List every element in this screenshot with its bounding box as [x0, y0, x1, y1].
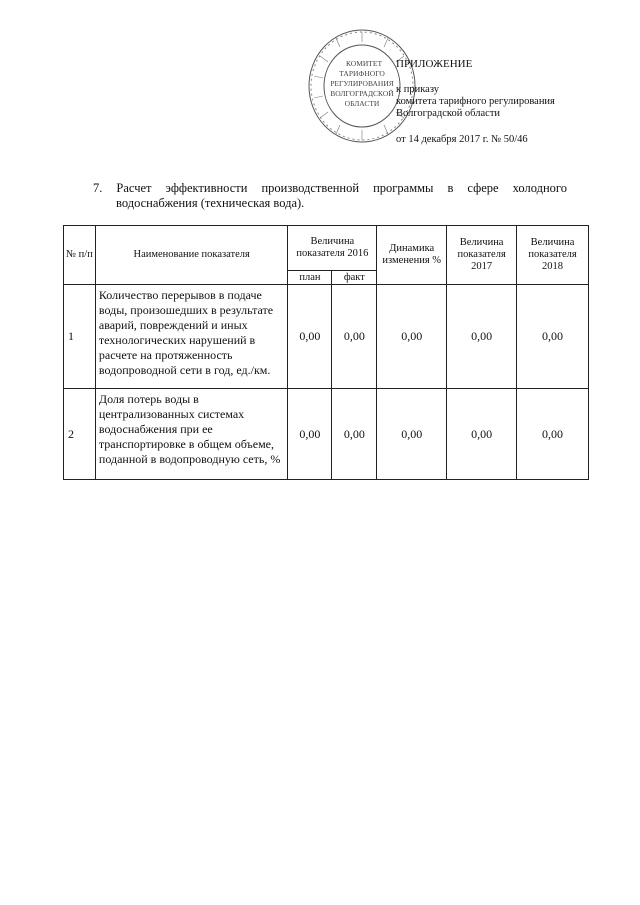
row-name: Количество перерывов в подаче воды, произошедших в результате аварий, повреждений и иных технологических нарушений в расчете на протяженность водопроводной сети в год, ед./км. — [95, 285, 288, 389]
order-line: к приказу — [396, 84, 439, 95]
section-heading — [93, 181, 567, 211]
row-plan: 0,00 — [288, 389, 332, 480]
header-value-2016: Величина показателя 2016 — [288, 226, 377, 271]
row-dynamics: 0,00 — [377, 389, 447, 480]
row-value-2018: 0,00 — [517, 389, 589, 480]
heading-word: программы — [373, 181, 434, 195]
heading-word: производственной — [261, 181, 360, 195]
region-line: Волгоградской области — [396, 108, 501, 119]
table-row — [64, 285, 589, 389]
committee-line: комитета тарифного регулирования — [396, 96, 555, 107]
appendix-header — [396, 58, 555, 146]
row-value-2018: 0,00 — [517, 285, 589, 389]
stamp-text-2: ТАРИФНОГО — [339, 69, 385, 78]
heading-word: Расчет — [116, 181, 152, 195]
stamp-text-1: КОМИТЕТ — [345, 59, 383, 68]
row-name: Доля потерь воды в централизованных системах водоснабжения при ее транспортировке в общем объеме, поданной в водопроводную сеть, % — [95, 389, 288, 480]
row-fact: 0,00 — [332, 389, 377, 480]
row-value-2017: 0,00 — [447, 285, 517, 389]
appendix-title: ПРИЛОЖЕНИЕ — [396, 58, 473, 70]
section-heading-line2: водоснабжения (техническая вода). — [116, 196, 305, 210]
heading-word: сфере — [467, 181, 499, 195]
row-fact: 0,00 — [332, 285, 377, 389]
order-date: от 14 декабря 2017 г. № 50/46 — [396, 134, 528, 145]
heading-word: в — [447, 181, 454, 195]
row-value-2017: 0,00 — [447, 389, 517, 480]
stamp-text-5: ОБЛАСТИ — [344, 99, 380, 108]
row-num: 1 — [64, 285, 96, 389]
heading-word: холодного — [512, 181, 567, 195]
stamp-text-3: РЕГУЛИРОВАНИЯ — [330, 79, 394, 88]
row-plan: 0,00 — [288, 285, 332, 389]
efficiency-table — [63, 225, 589, 480]
header-value-2017: Величина показателя 2017 — [447, 226, 517, 285]
section-number: 7. — [93, 181, 103, 195]
header-num: № п/п — [64, 226, 96, 285]
header-plan: план — [288, 271, 332, 285]
heading-word: эффективности — [165, 181, 248, 195]
table-row — [64, 389, 589, 480]
header-value-2018: Величина показателя 2018 — [517, 226, 589, 285]
row-dynamics: 0,00 — [377, 285, 447, 389]
header-name: Наименование показателя — [95, 226, 288, 285]
stamp-text-4: ВОЛГОГРАДСКОЙ — [330, 89, 394, 98]
header-dynamics: Динамика изменения % — [377, 226, 447, 285]
row-num: 2 — [64, 389, 96, 480]
header-fact: факт — [332, 271, 377, 285]
